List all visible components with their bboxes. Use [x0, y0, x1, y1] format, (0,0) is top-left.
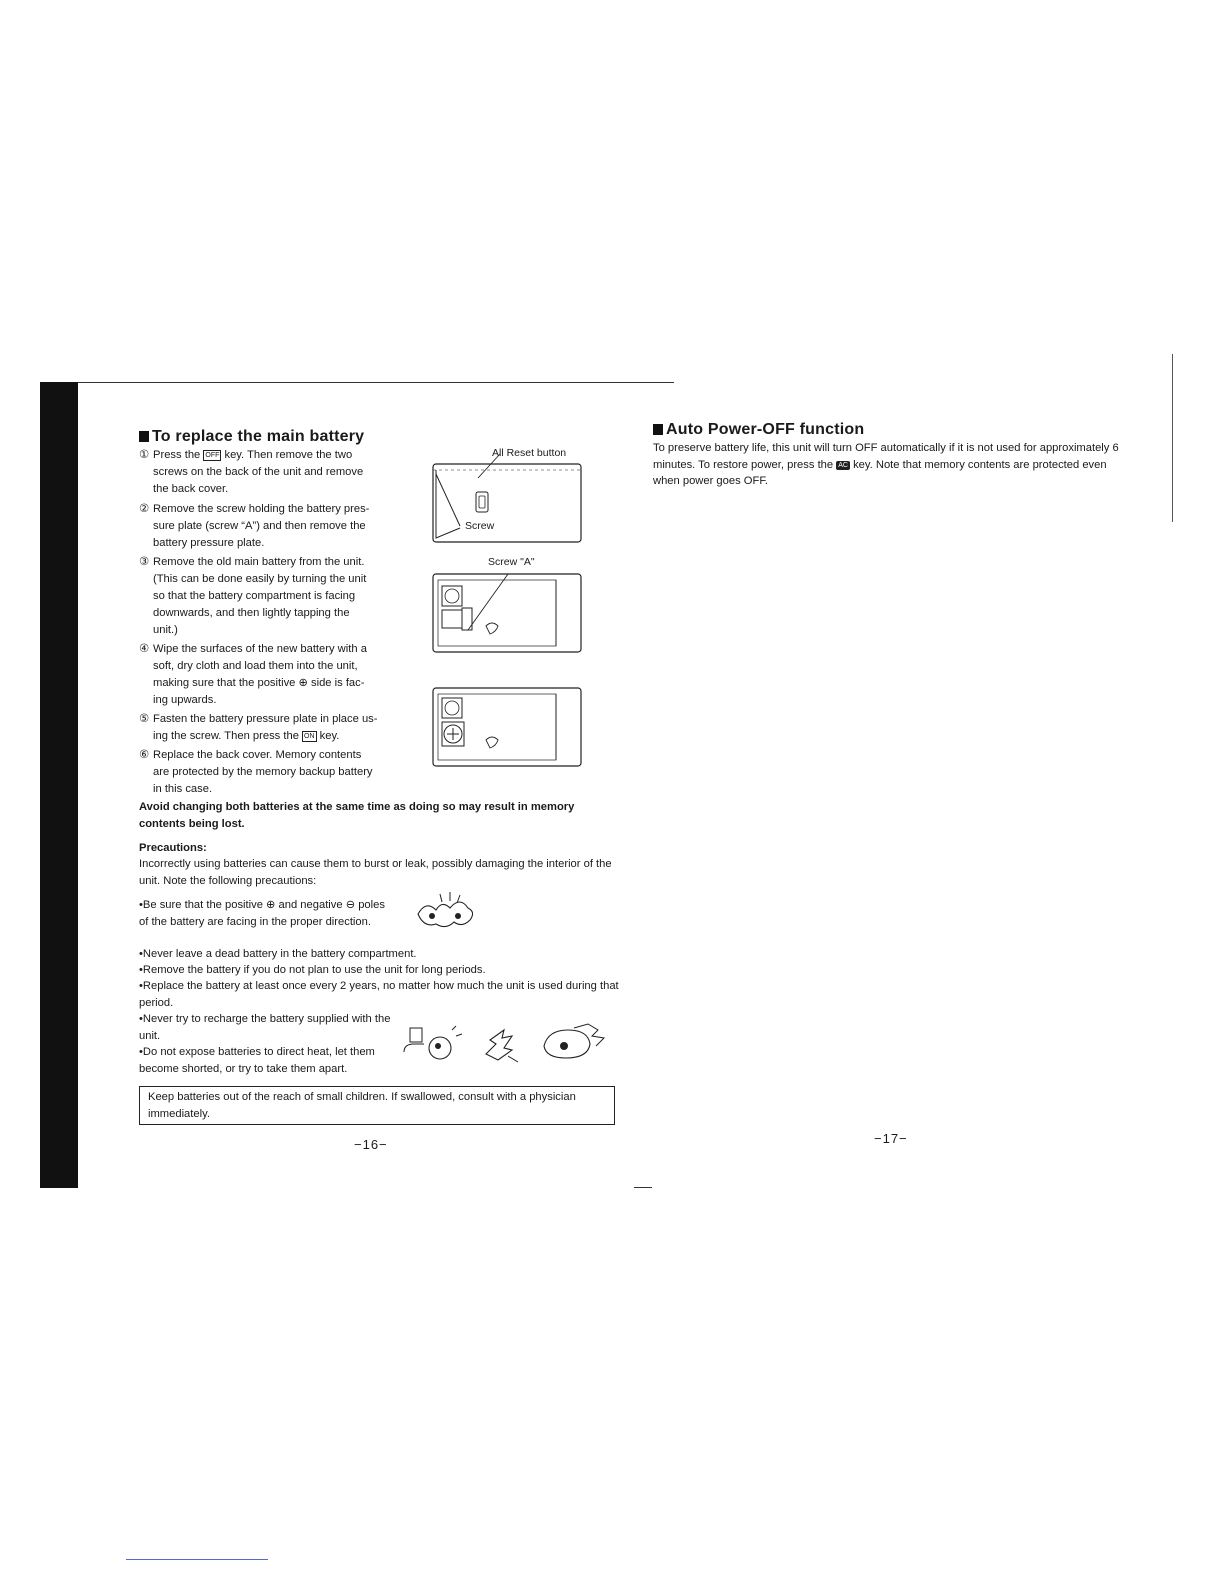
heat-illustration: [480, 1024, 522, 1064]
memory-warning: Avoid changing both batteries at the same time as doing so may result in memory contents being lost.: [139, 801, 575, 830]
bullet-recharge: •Never try to recharge the battery supplied with the unit.: [139, 1013, 391, 1042]
top-rule: [78, 382, 674, 383]
figure-new-battery: [430, 684, 586, 770]
burst-battery-illustration: [410, 892, 486, 932]
steps-list: [139, 447, 389, 798]
bottom-rule: [126, 1559, 268, 1560]
left-heading: To replace the main battery: [139, 428, 364, 446]
right-rule: [1172, 354, 1173, 522]
screw-label: Screw: [465, 520, 495, 532]
precautions-title: Precautions:: [139, 842, 207, 854]
screw-a-label: Screw "A": [488, 556, 535, 568]
charger-illustration: [398, 1024, 464, 1064]
bullet-dead-battery: •Never leave a dead battery in the battery compartment.: [139, 948, 417, 960]
center-mark: [634, 1187, 652, 1188]
step-5: ⑤ Fasten the battery pressure plate in place us- ing the screw. Then press the ON key.: [139, 713, 378, 742]
figure-back-cover: [430, 450, 586, 546]
page-number-left: −16−: [354, 1137, 388, 1152]
ac-key-icon: AC: [838, 461, 848, 469]
all-reset-label: All Reset button: [492, 447, 567, 459]
precautions-intro: Incorrectly using batteries can cause them to burst or leak, possibly damaging the interior of the unit. Note the following precautions:: [139, 858, 612, 887]
step-3: ③ Remove the old main battery from the unit. (This can be done easily by turning the unit so that the battery compartment is facing downwards, and then lightly tapping the unit.): [139, 556, 367, 636]
figure-pressure-plate: [430, 568, 586, 656]
auto-power-off-body: To preserve battery life, this unit will turn OFF automatically if it is not used for approximately 6 minutes. To restore power, press the AC key. Note that memory contents are protected even when power goes OFF.: [653, 442, 1119, 488]
step-1: ① Press the OFF key. Then remove the two screws on the back of the unit and remove the back cover.: [139, 449, 364, 495]
page-number-right: −17−: [874, 1131, 908, 1146]
step-4: ④ Wipe the surfaces of the new battery with a soft, dry cloth and load them into the unit, making sure that the positive ⊕ side is fac- ing upwards.: [139, 643, 367, 706]
disassembly-illustration: [534, 1022, 610, 1064]
step-2: ② Remove the screw holding the battery pres- sure plate (screw “A”) and then remove the battery pressure plate.: [139, 503, 370, 549]
bullet-long-periods: •Remove the battery if you do not plan to use the unit for long periods.: [139, 964, 486, 976]
bullet-heat-short: •Do not expose batteries to direct heat, let them become shorted, or try to take them apart.: [139, 1046, 375, 1075]
scan-binding-edge: [40, 382, 78, 1188]
child-safety-notice: Keep batteries out of the reach of small children. If swallowed, consult with a physician immediately.: [139, 1086, 615, 1125]
bullet-replace-2-years: •Replace the battery at least once every 2 years, no matter how much the unit is used during that period.: [139, 980, 619, 1009]
step-6: ⑥ Replace the back cover. Memory contents are protected by the memory backup battery in this case.: [139, 749, 373, 795]
right-heading: Auto Power-OFF function: [653, 421, 864, 439]
bullet-polarity: •Be sure that the positive ⊕ and negative ⊖ poles of the battery are facing in the proper direction.: [139, 899, 385, 928]
